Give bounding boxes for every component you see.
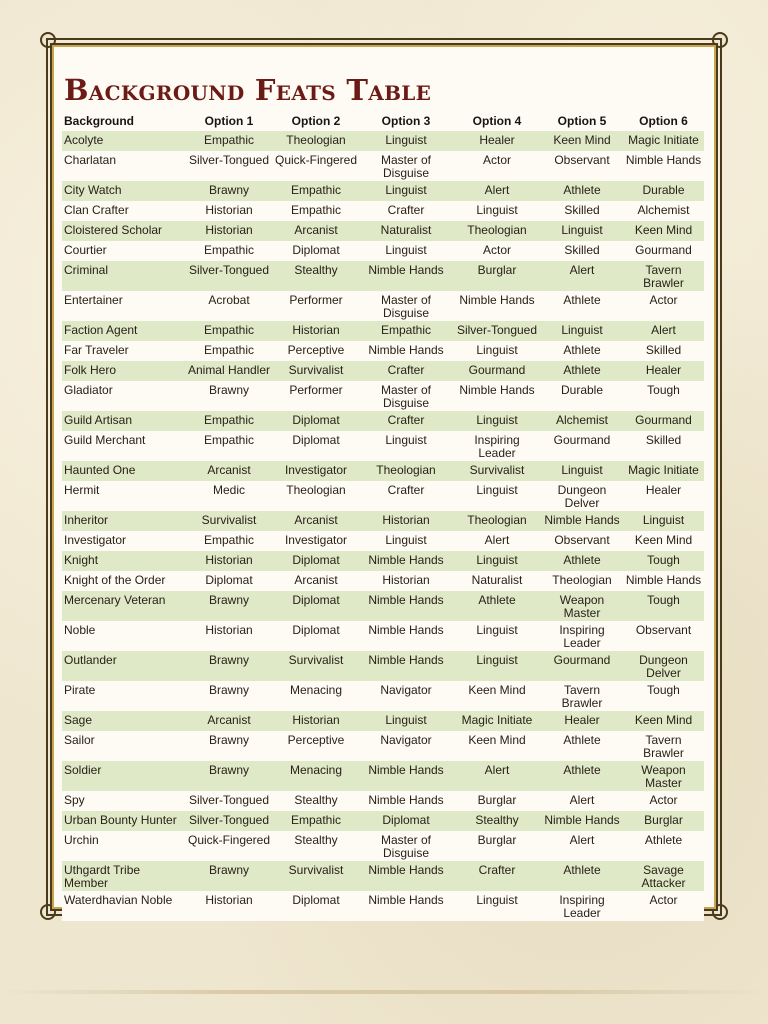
- feat-option-cell: Medic: [185, 481, 273, 511]
- page-title: Background Feats Table: [64, 73, 432, 107]
- feat-option-cell: Silver-Tongued: [185, 811, 273, 831]
- table-row: [62, 341, 704, 361]
- table-row: [62, 711, 704, 731]
- feat-option-cell: Theologian: [273, 481, 359, 511]
- feat-option-cell: Magic Initiate: [623, 461, 704, 481]
- background-name-cell: Charlatan: [62, 151, 185, 181]
- feat-option-cell: Nimble Hands: [623, 151, 704, 181]
- feat-option-cell: Weapon Master: [541, 591, 623, 621]
- table-row: [62, 361, 704, 381]
- feat-option-cell: Menacing: [273, 761, 359, 791]
- table-row: [62, 791, 704, 811]
- table-row: [62, 831, 704, 861]
- feat-option-cell: Master of Disguise: [359, 291, 453, 321]
- feat-option-cell: Linguist: [453, 411, 541, 431]
- feat-option-cell: Savage Attacker: [623, 861, 704, 891]
- feat-option-cell: Nimble Hands: [359, 591, 453, 621]
- background-name-cell: Haunted One: [62, 461, 185, 481]
- feat-option-cell: Linguist: [541, 321, 623, 341]
- feat-option-cell: Athlete: [623, 831, 704, 861]
- background-name-cell: Investigator: [62, 531, 185, 551]
- background-name-cell: Guild Merchant: [62, 431, 185, 461]
- feat-option-cell: Alert: [541, 791, 623, 811]
- feat-option-cell: Empathic: [185, 411, 273, 431]
- column-header-option-1: Option 1: [204, 113, 254, 128]
- background-name-cell: Cloistered Scholar: [62, 221, 185, 241]
- feat-option-cell: Linguist: [453, 201, 541, 221]
- feat-option-cell: Linguist: [541, 461, 623, 481]
- feat-option-cell: Linguist: [359, 711, 453, 731]
- feat-option-cell: Brawny: [185, 181, 273, 201]
- feat-option-cell: Historian: [185, 551, 273, 571]
- feat-option-cell: Diplomat: [273, 241, 359, 261]
- feat-option-cell: Theologian: [453, 221, 541, 241]
- feat-option-cell: Crafter: [359, 411, 453, 431]
- table-row: [62, 591, 704, 621]
- feat-option-cell: Arcanist: [185, 461, 273, 481]
- feat-option-cell: Empathic: [185, 531, 273, 551]
- feat-option-cell: Navigator: [359, 681, 453, 711]
- feat-option-cell: Nimble Hands: [623, 571, 704, 591]
- feat-option-cell: Historian: [359, 571, 453, 591]
- feat-option-cell: Survivalist: [273, 361, 359, 381]
- feat-option-cell: Perceptive: [273, 341, 359, 361]
- feat-option-cell: Athlete: [541, 341, 623, 361]
- feat-option-cell: Nimble Hands: [359, 651, 453, 681]
- table-row: [62, 131, 704, 151]
- column-header-option-6: Option 6: [639, 113, 688, 128]
- feat-option-cell: Brawny: [185, 381, 273, 411]
- feat-option-cell: Nimble Hands: [453, 291, 541, 321]
- table-row: [62, 531, 704, 551]
- feat-option-cell: Empathic: [273, 201, 359, 221]
- feat-option-cell: Diplomat: [359, 811, 453, 831]
- feat-option-cell: Observant: [541, 151, 623, 181]
- feat-option-cell: Inspiring Leader: [541, 621, 623, 651]
- table-row: [62, 651, 704, 681]
- background-name-cell: Knight: [62, 551, 185, 571]
- table-row: [62, 551, 704, 571]
- feat-option-cell: Diplomat: [185, 571, 273, 591]
- background-name-cell: Sage: [62, 711, 185, 731]
- background-name-cell: Soldier: [62, 761, 185, 791]
- feat-option-cell: Historian: [273, 711, 359, 731]
- table-row: [62, 621, 704, 651]
- feat-option-cell: Gourmand: [541, 431, 623, 461]
- feat-option-cell: Empathic: [359, 321, 453, 341]
- feat-option-cell: Animal Handler: [185, 361, 273, 381]
- feat-option-cell: Arcanist: [273, 511, 359, 531]
- feat-option-cell: Empathic: [185, 241, 273, 261]
- feat-option-cell: Actor: [623, 291, 704, 321]
- feat-option-cell: Magic Initiate: [623, 131, 704, 151]
- feat-option-cell: Theologian: [359, 461, 453, 481]
- feat-option-cell: Stealthy: [273, 831, 359, 861]
- feat-option-cell: Quick-Fingered: [273, 151, 359, 181]
- feat-option-cell: Burglar: [453, 261, 541, 291]
- feat-option-cell: Keen Mind: [623, 531, 704, 551]
- feat-option-cell: Actor: [623, 891, 704, 921]
- feat-option-cell: Alert: [453, 531, 541, 551]
- background-name-cell: Inheritor: [62, 511, 185, 531]
- feat-option-cell: Tough: [623, 591, 704, 621]
- feat-option-cell: Master of Disguise: [359, 381, 453, 411]
- feat-option-cell: Linguist: [541, 221, 623, 241]
- feat-option-cell: Skilled: [541, 241, 623, 261]
- feat-option-cell: Crafter: [359, 481, 453, 511]
- feat-option-cell: Stealthy: [273, 261, 359, 291]
- feat-option-cell: Weapon Master: [623, 761, 704, 791]
- feat-option-cell: Master of Disguise: [359, 831, 453, 861]
- background-name-cell: Courtier: [62, 241, 185, 261]
- feat-option-cell: Alert: [623, 321, 704, 341]
- feat-option-cell: Athlete: [541, 761, 623, 791]
- feat-option-cell: Nimble Hands: [359, 791, 453, 811]
- background-name-cell: Knight of the Order: [62, 571, 185, 591]
- table-row: [62, 681, 704, 711]
- feat-option-cell: Nimble Hands: [359, 621, 453, 651]
- feat-option-cell: Diplomat: [273, 411, 359, 431]
- table-row: [62, 151, 704, 181]
- feat-option-cell: Linguist: [453, 621, 541, 651]
- feat-option-cell: Empathic: [273, 181, 359, 201]
- background-name-cell: Pirate: [62, 681, 185, 711]
- feat-option-cell: Athlete: [541, 181, 623, 201]
- feat-option-cell: Tavern Brawler: [623, 261, 704, 291]
- background-name-cell: City Watch: [62, 181, 185, 201]
- feat-option-cell: Perceptive: [273, 731, 359, 761]
- background-name-cell: Criminal: [62, 261, 185, 291]
- background-name-cell: Sailor: [62, 731, 185, 761]
- feat-option-cell: Linguist: [623, 511, 704, 531]
- feat-option-cell: Stealthy: [273, 791, 359, 811]
- feat-option-cell: Nimble Hands: [359, 891, 453, 921]
- feat-option-cell: Keen Mind: [453, 731, 541, 761]
- table-row: [62, 431, 704, 461]
- feat-option-cell: Dungeon Delver: [623, 651, 704, 681]
- feat-option-cell: Diplomat: [273, 551, 359, 571]
- background-name-cell: Faction Agent: [62, 321, 185, 341]
- feat-option-cell: Arcanist: [273, 571, 359, 591]
- column-header-option-5: Option 5: [557, 113, 607, 128]
- feat-option-cell: Athlete: [541, 731, 623, 761]
- feat-option-cell: Observant: [541, 531, 623, 551]
- feat-option-cell: Brawny: [185, 681, 273, 711]
- background-name-cell: Gladiator: [62, 381, 185, 411]
- feat-option-cell: Gourmand: [453, 361, 541, 381]
- feat-option-cell: Historian: [185, 221, 273, 241]
- feat-option-cell: Athlete: [541, 291, 623, 321]
- feat-option-cell: Arcanist: [185, 711, 273, 731]
- feat-option-cell: Survivalist: [185, 511, 273, 531]
- parchment-edge: [0, 990, 768, 994]
- feat-option-cell: Brawny: [185, 761, 273, 791]
- feat-option-cell: Menacing: [273, 681, 359, 711]
- background-name-cell: Far Traveler: [62, 341, 185, 361]
- background-name-cell: Guild Artisan: [62, 411, 185, 431]
- background-name-cell: Hermit: [62, 481, 185, 511]
- feat-option-cell: Nimble Hands: [359, 341, 453, 361]
- feat-option-cell: Diplomat: [273, 591, 359, 621]
- feat-option-cell: Linguist: [453, 891, 541, 921]
- feat-option-cell: Survivalist: [273, 651, 359, 681]
- table-row: [62, 861, 704, 891]
- feat-option-cell: Arcanist: [273, 221, 359, 241]
- feat-option-cell: Linguist: [453, 651, 541, 681]
- feat-option-cell: Empathic: [185, 431, 273, 461]
- table-row: [62, 511, 704, 531]
- feat-option-cell: Alert: [541, 831, 623, 861]
- table-row: [62, 321, 704, 341]
- feat-option-cell: Skilled: [541, 201, 623, 221]
- feat-option-cell: Silver-Tongued: [453, 321, 541, 341]
- feat-option-cell: Magic Initiate: [453, 711, 541, 731]
- feat-option-cell: Gourmand: [623, 241, 704, 261]
- feat-option-cell: Actor: [453, 241, 541, 261]
- feat-option-cell: Nimble Hands: [541, 511, 623, 531]
- table-row: [62, 291, 704, 321]
- feat-option-cell: Healer: [623, 481, 704, 511]
- feat-option-cell: Empathic: [185, 321, 273, 341]
- feat-option-cell: Diplomat: [273, 431, 359, 461]
- table-row: [62, 381, 704, 411]
- feat-option-cell: Tavern Brawler: [541, 681, 623, 711]
- feat-option-cell: Silver-Tongued: [185, 261, 273, 291]
- feat-option-cell: Naturalist: [453, 571, 541, 591]
- table-body: [62, 131, 704, 921]
- feat-option-cell: Performer: [273, 291, 359, 321]
- table-row: [62, 221, 704, 241]
- feat-option-cell: Alert: [453, 181, 541, 201]
- background-name-cell: Clan Crafter: [62, 201, 185, 221]
- table-row: [62, 811, 704, 831]
- feat-option-cell: Tavern Brawler: [623, 731, 704, 761]
- background-name-cell: Uthgardt Tribe Member: [62, 861, 185, 891]
- feat-option-cell: Silver-Tongued: [185, 791, 273, 811]
- feats-table: [62, 110, 704, 921]
- background-name-cell: Spy: [62, 791, 185, 811]
- feat-option-cell: Athlete: [541, 361, 623, 381]
- background-name-cell: Folk Hero: [62, 361, 185, 381]
- feat-option-cell: Stealthy: [453, 811, 541, 831]
- feat-option-cell: Healer: [453, 131, 541, 151]
- feat-option-cell: Brawny: [185, 651, 273, 681]
- feat-option-cell: Historian: [185, 621, 273, 651]
- feat-option-cell: Linguist: [359, 431, 453, 461]
- table-row: [62, 891, 704, 921]
- background-name-cell: Urban Bounty Hunter: [62, 811, 185, 831]
- feat-option-cell: Linguist: [359, 241, 453, 261]
- feat-option-cell: Naturalist: [359, 221, 453, 241]
- table-row: [62, 261, 704, 291]
- feat-option-cell: Empathic: [185, 341, 273, 361]
- background-name-cell: Acolyte: [62, 131, 185, 151]
- feat-option-cell: Crafter: [359, 201, 453, 221]
- background-name-cell: Outlander: [62, 651, 185, 681]
- background-name-cell: Noble: [62, 621, 185, 651]
- feat-option-cell: Silver-Tongued: [185, 151, 273, 181]
- table-row: [62, 731, 704, 761]
- feat-option-cell: Inspiring Leader: [453, 431, 541, 461]
- feat-option-cell: Master of Disguise: [359, 151, 453, 181]
- feat-option-cell: Survivalist: [453, 461, 541, 481]
- feat-option-cell: Empathic: [273, 811, 359, 831]
- feat-option-cell: Crafter: [359, 361, 453, 381]
- column-header-option-3: Option 3: [381, 113, 431, 128]
- table-row: [62, 571, 704, 591]
- feat-option-cell: Historian: [185, 891, 273, 921]
- feat-option-cell: Athlete: [541, 551, 623, 571]
- feat-option-cell: Crafter: [453, 861, 541, 891]
- feat-option-cell: Nimble Hands: [359, 261, 453, 291]
- feat-option-cell: Quick-Fingered: [185, 831, 273, 861]
- feat-option-cell: Brawny: [185, 731, 273, 761]
- feat-option-cell: Historian: [185, 201, 273, 221]
- feat-option-cell: Alchemist: [623, 201, 704, 221]
- feat-option-cell: Burglar: [453, 831, 541, 861]
- feat-option-cell: Linguist: [453, 481, 541, 511]
- feat-option-cell: Theologian: [273, 131, 359, 151]
- feat-option-cell: Gourmand: [541, 651, 623, 681]
- table-row: [62, 411, 704, 431]
- feat-option-cell: Tough: [623, 551, 704, 571]
- feat-option-cell: Linguist: [453, 551, 541, 571]
- feat-option-cell: Linguist: [359, 131, 453, 151]
- background-name-cell: Entertainer: [62, 291, 185, 321]
- table-row: [62, 241, 704, 261]
- feat-option-cell: Nimble Hands: [541, 811, 623, 831]
- feat-option-cell: Acrobat: [185, 291, 273, 321]
- feat-option-cell: Nimble Hands: [359, 551, 453, 571]
- table-row: [62, 761, 704, 791]
- feat-option-cell: Tough: [623, 681, 704, 711]
- feat-option-cell: Keen Mind: [623, 711, 704, 731]
- column-header-option-2: Option 2: [291, 113, 341, 128]
- feat-option-cell: Skilled: [623, 431, 704, 461]
- table-header-row: [62, 110, 704, 131]
- feat-option-cell: Skilled: [623, 341, 704, 361]
- feat-option-cell: Performer: [273, 381, 359, 411]
- feat-option-cell: Burglar: [453, 791, 541, 811]
- feat-option-cell: Nimble Hands: [453, 381, 541, 411]
- feat-option-cell: Navigator: [359, 731, 453, 761]
- feat-option-cell: Alert: [541, 261, 623, 291]
- feat-option-cell: Burglar: [623, 811, 704, 831]
- feat-option-cell: Theologian: [541, 571, 623, 591]
- feat-option-cell: Keen Mind: [453, 681, 541, 711]
- background-name-cell: Waterdhavian Noble: [62, 891, 185, 921]
- feat-option-cell: Linguist: [359, 531, 453, 551]
- feat-option-cell: Linguist: [453, 341, 541, 361]
- feat-option-cell: Brawny: [185, 861, 273, 891]
- feat-option-cell: Investigator: [273, 461, 359, 481]
- feat-option-cell: Actor: [623, 791, 704, 811]
- table-row: [62, 461, 704, 481]
- feat-option-cell: Durable: [623, 181, 704, 201]
- feat-option-cell: Alert: [453, 761, 541, 791]
- feat-option-cell: Observant: [623, 621, 704, 651]
- feat-option-cell: Investigator: [273, 531, 359, 551]
- feat-option-cell: Healer: [623, 361, 704, 381]
- feat-option-cell: Nimble Hands: [359, 761, 453, 791]
- feat-option-cell: Tough: [623, 381, 704, 411]
- background-name-cell: Mercenary Veteran: [62, 591, 185, 621]
- feat-option-cell: Diplomat: [273, 891, 359, 921]
- feat-option-cell: Keen Mind: [541, 131, 623, 151]
- feat-option-cell: Diplomat: [273, 621, 359, 651]
- feat-option-cell: Historian: [359, 511, 453, 531]
- column-header-option-4: Option 4: [472, 113, 522, 128]
- feat-option-cell: Actor: [453, 151, 541, 181]
- feat-option-cell: Dungeon Delver: [541, 481, 623, 511]
- feat-option-cell: Brawny: [185, 591, 273, 621]
- feat-option-cell: Alchemist: [541, 411, 623, 431]
- feat-option-cell: Healer: [541, 711, 623, 731]
- feat-option-cell: Survivalist: [273, 861, 359, 891]
- feat-option-cell: Linguist: [359, 181, 453, 201]
- table-row: [62, 481, 704, 511]
- feat-option-cell: Empathic: [185, 131, 273, 151]
- feat-option-cell: Durable: [541, 381, 623, 411]
- feat-option-cell: Athlete: [541, 861, 623, 891]
- background-name-cell: Urchin: [62, 831, 185, 861]
- feat-option-cell: Historian: [273, 321, 359, 341]
- feat-option-cell: Theologian: [453, 511, 541, 531]
- feat-option-cell: Athlete: [453, 591, 541, 621]
- feat-option-cell: Gourmand: [623, 411, 704, 431]
- table-row: [62, 181, 704, 201]
- feat-option-cell: Inspiring Leader: [541, 891, 623, 921]
- feat-option-cell: Nimble Hands: [359, 861, 453, 891]
- column-header-background: Background: [64, 113, 135, 128]
- feat-option-cell: Keen Mind: [623, 221, 704, 241]
- table-row: [62, 201, 704, 221]
